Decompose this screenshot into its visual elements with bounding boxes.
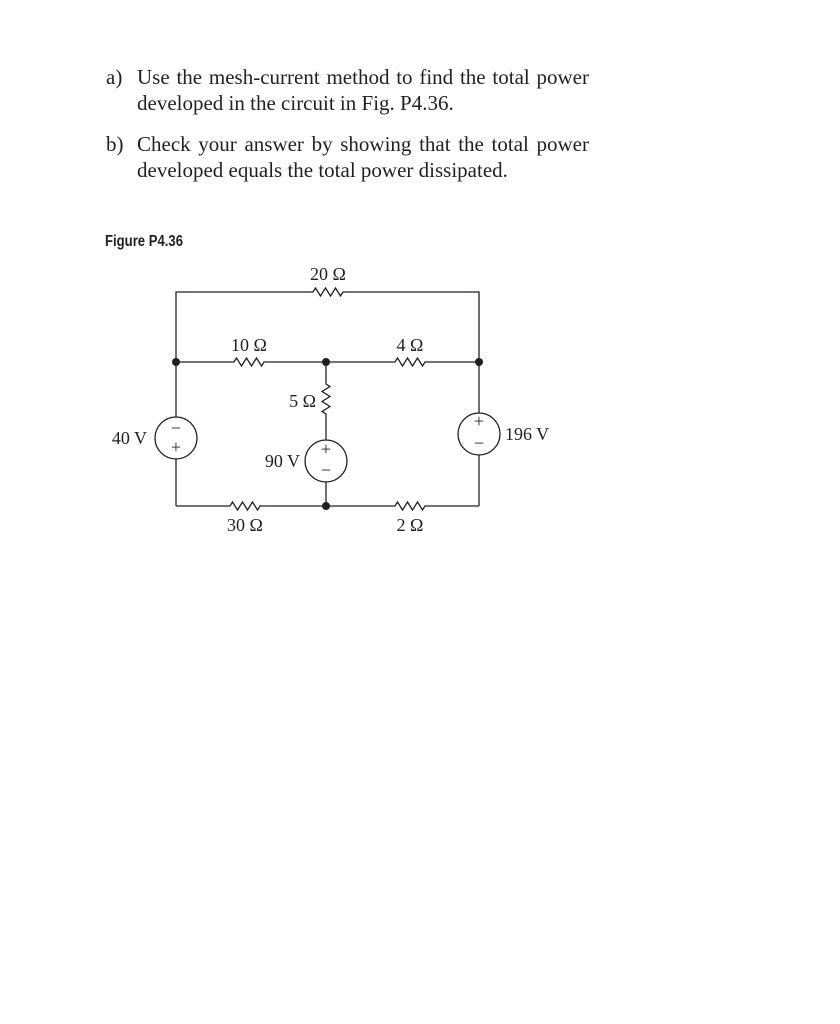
source-40v-label: 40 V (111, 428, 147, 448)
resistor-30-label: 30 Ω (227, 515, 263, 535)
wire-center-upper (322, 362, 330, 440)
source-90v-top-sign: + (320, 439, 332, 460)
resistor-2-label: 2 Ω (396, 515, 424, 535)
source-90v-bottom-sign: − (320, 460, 332, 481)
part-b-letter: b) (106, 132, 124, 156)
node-top-center (322, 358, 330, 366)
wire-middle-left (176, 358, 326, 366)
part-a-text: Use the mesh-current method to find the total power developed in the circuit in Fig. P4.36. (137, 65, 589, 115)
part-a-letter: a) (106, 65, 123, 89)
source-40v-top-sign: − (170, 418, 182, 439)
wire-top (176, 288, 479, 362)
wire-middle-right (326, 358, 479, 366)
node-top-left (172, 358, 180, 366)
resistor-5-label: 5 Ω (289, 391, 316, 411)
resistor-20-label: 20 Ω (310, 264, 346, 284)
source-196v-bottom-sign: − (473, 433, 485, 454)
resistor-4-label: 4 Ω (396, 335, 424, 355)
node-bottom-center (322, 502, 330, 510)
wire-bottom-right (326, 502, 479, 510)
resistor-10-label: 10 Ω (231, 335, 267, 355)
node-top-right (475, 358, 483, 366)
figure-caption: Figure P4.36 (105, 233, 184, 250)
source-90v-label: 90 V (264, 451, 300, 471)
part-b-text: Check your answer by showing that the total power developed equals the total power dissipated. (137, 132, 589, 182)
wire-bottom-left (176, 502, 326, 510)
source-40v-bottom-sign: + (170, 437, 182, 458)
source-196v-label: 196 V (505, 424, 550, 444)
source-196v-top-sign: + (473, 411, 485, 432)
